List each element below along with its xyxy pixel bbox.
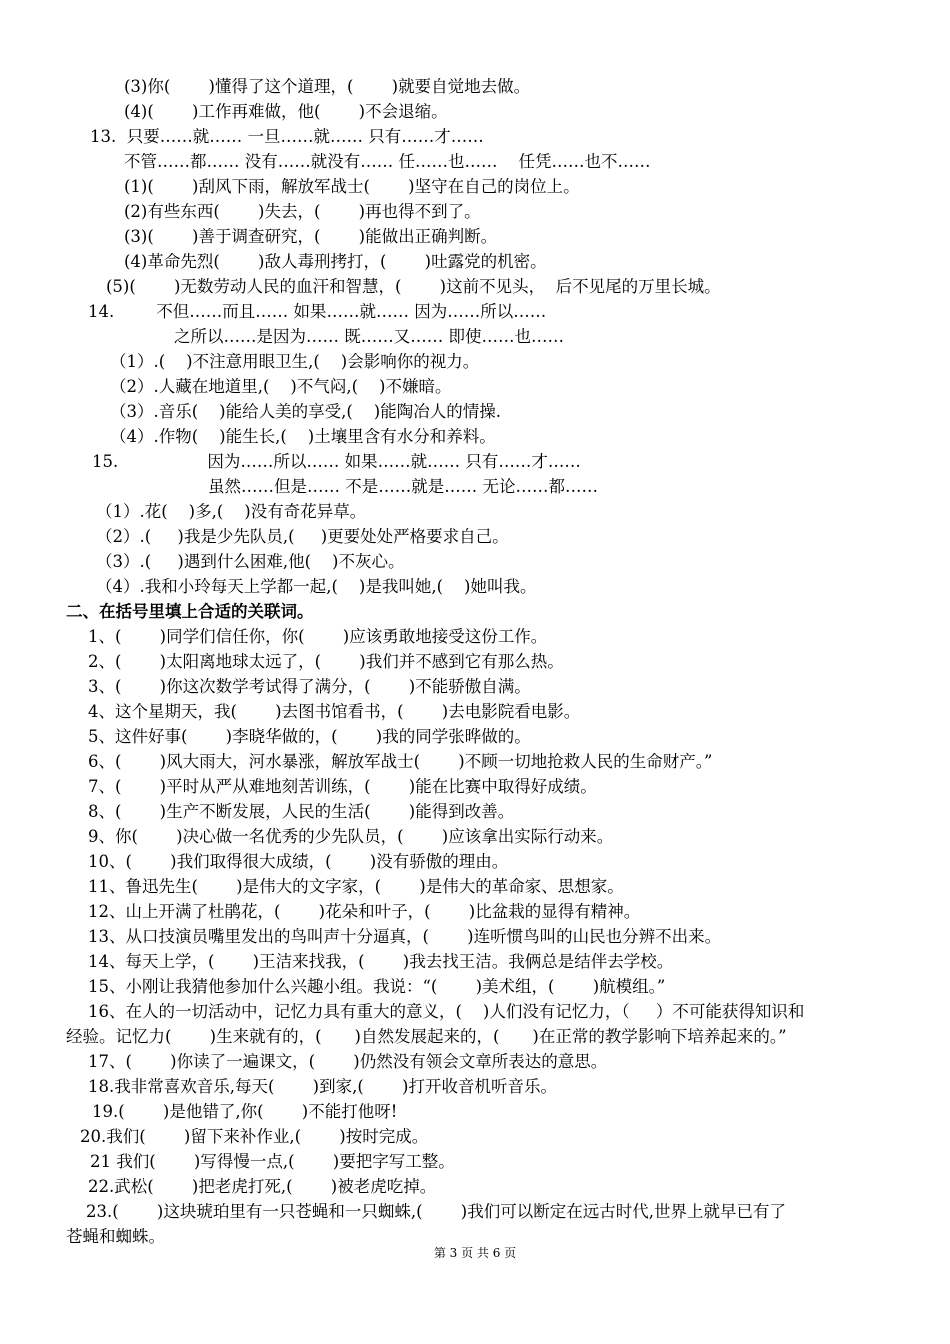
text-line: （2）.人藏在地道里,( )不气闷,( )不嫌暗。	[110, 377, 452, 396]
text-line: 3、( )你这次数学考试得了满分，( )不能骄傲自满。	[88, 677, 531, 696]
text-line: 14、每天上学，( )王洁来找我，( )我去找王洁。我俩总是结伴去学校。	[88, 952, 674, 971]
text-line: 18.我非常喜欢音乐,每天( )到家,( )打开收音机听音乐。	[88, 1077, 557, 1096]
text-line: （3）.( )遇到什么困难,他( )不灰心。	[96, 552, 405, 571]
text-line: 20.我们( )留下来补作业,( )按时完成。	[80, 1127, 429, 1146]
text-line: 19.( )是他错了,你( )不能打他呀!	[92, 1102, 398, 1121]
text-line: 4、这个星期天，我( )去图书馆看书，( )去电影院看电影。	[88, 702, 581, 721]
text-line: 之所以……是因为…… 既……又…… 即使……也……	[174, 327, 564, 346]
text-line: 13. 只要……就…… 一旦……就…… 只有……才……	[90, 127, 484, 146]
text-line: 13、从口技演员嘴里发出的鸟叫声十分逼真，( )连听惯鸟叫的山民也分辨不出来。	[88, 927, 722, 946]
text-line: 23.( )这块琥珀里有一只苍蝇和一只蜘蛛,( )我们可以断定在远古时代,世界上就早已有了	[86, 1202, 786, 1221]
text-line: 12、山上开满了杜鹃花，( )花朵和叶子，( )比盆栽的显得有精神。	[88, 902, 641, 921]
text-line: 9、你( )决心做一名优秀的少先队员，( )应该拿出实际行动来。	[88, 827, 614, 846]
text-line: (4)( )工作再难做，他( )不会退缩。	[124, 102, 448, 121]
section-heading: 二、在括号里填上合适的关联词。	[66, 602, 314, 621]
text-line: 经验。记忆力( )生来就有的，( )自然发展起来的，( )在正常的教学影响下培养起来的。”	[66, 1027, 787, 1046]
text-line: （1）.( )不注意用眼卫生,( )会影响你的视力。	[110, 352, 480, 371]
text-line: （4）.作物( )能生长,( )土壤里含有水分和养料。	[110, 427, 496, 446]
text-line: 苍蝇和蜘蛛。	[66, 1227, 165, 1246]
text-line: 虽然……但是…… 不是……就是…… 无论……都……	[208, 477, 598, 496]
text-line: 不管……都…… 没有……就没有…… 任……也…… 任凭……也不……	[124, 152, 651, 171]
text-line: (3)你( )懂得了这个道理，( )就要自觉地去做。	[124, 77, 531, 96]
text-line: (1)( )刮风下雨，解放军战士( )坚守在自己的岗位上。	[124, 177, 580, 196]
text-line: 8、( )生产不断发展，人民的生活( )能得到改善。	[88, 802, 515, 821]
text-line: (3)( )善于调查研究，( )能做出正确判断。	[124, 227, 498, 246]
text-line: 11、鲁迅先生( )是伟大的文字家，( )是伟大的革命家、思想家。	[88, 877, 624, 896]
text-line: 5、这件好事( )李晓华做的，( )我的同学张晔做的。	[88, 727, 531, 746]
text-line: 14. 不但……而且…… 如果……就…… 因为……所以……	[88, 302, 547, 321]
text-line: （3）.音乐( )能给人美的享受,( )能陶冶人的情操.	[110, 402, 501, 421]
text-line: 15、小刚让我猜他参加什么兴趣小组。我说：“( )美术组，( )航模组。”	[88, 977, 666, 996]
text-line: 16、在人的一切活动中，记忆力具有重大的意义，( )人们没有记忆力，（ ）不可能获得知识和	[88, 1002, 805, 1021]
text-line: 21 我们( )写得慢一点,( )要把字写工整。	[90, 1152, 455, 1171]
text-line: （4）.我和小玲每天上学都一起,( )是我叫她,( )她叫我。	[96, 577, 537, 596]
text-line: (5)( )无数劳动人民的血汗和智慧，( )这前不见头， 后不见尾的万里长城。	[106, 277, 721, 296]
text-line: (4)革命先烈( )敌人毒刑拷打，( )吐露党的机密。	[124, 252, 547, 271]
page-footer: 第 3 页 共 6 页	[433, 1246, 517, 1260]
text-line: 10、( )我们取得很大成绩，( )没有骄傲的理由。	[88, 852, 509, 871]
text-line: 7、( )平时从严从难地刻苦训练，( )能在比赛中取得好成绩。	[88, 777, 597, 796]
text-line: 22.武松( )把老虎打死,( )被老虎吃掉。	[88, 1177, 437, 1196]
text-line: 15. 因为……所以…… 如果……就…… 只有……才……	[92, 452, 581, 471]
text-line: 1、( )同学们信任你，你( )应该勇敢地接受这份工作。	[88, 627, 548, 646]
text-line: （1）.花( )多,( )没有奇花异草。	[96, 502, 367, 521]
text-line: 6、( )风大雨大，河水暴涨，解放军战士( )不顾一切地抢救人民的生命财产。”	[88, 752, 713, 771]
text-line: (2)有些东西( )失去，( )再也得不到了。	[124, 202, 481, 221]
text-line: 17、( )你读了一遍课文，( )仍然没有领会文章所表达的意思。	[88, 1052, 608, 1071]
text-line: 2、( )太阳离地球太远了，( )我们并不感到它有那么热。	[88, 652, 564, 671]
text-line: （2）.( )我是少先队员,( )更要处处严格要求自己。	[96, 527, 509, 546]
